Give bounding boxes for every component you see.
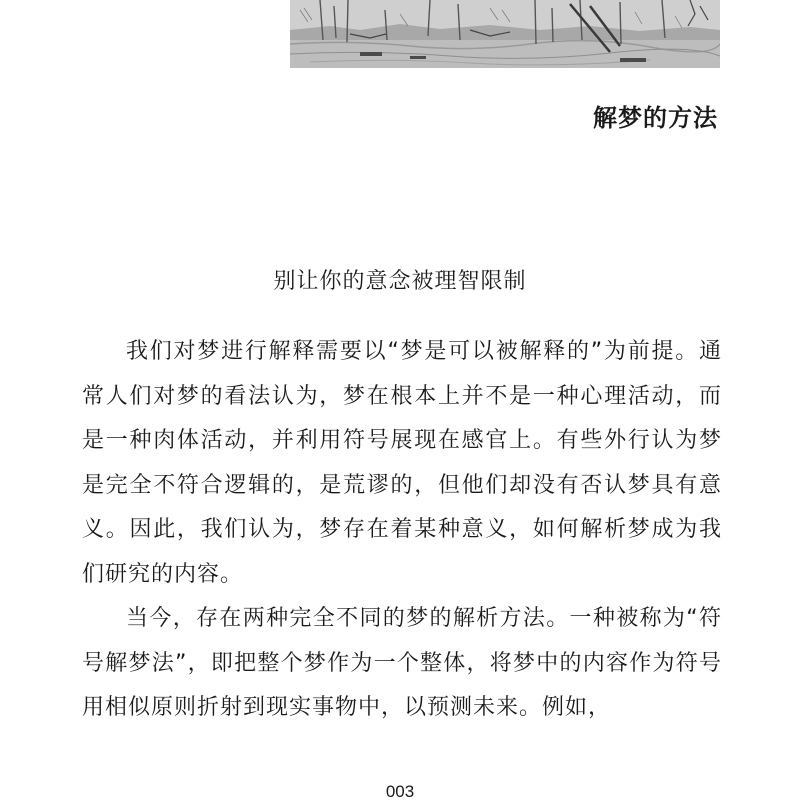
chapter-title: 别让你的意念被理智限制 (273, 269, 527, 294)
paragraph: 我们对梦进行解释需要以“梦是可以被解释的”为前提。通常人们对梦的看法认为，梦在根本上并不是一种心理活动，而是一种肉体活动，并利用符号展现在感官上。有些外行认为梦是完全不符合逻辑的，是荒谬的，但他们却没有否认梦具有意义。因此，我们认为，梦存在着某种意义，如何解析梦成为我们研究的内容。 (82, 339, 722, 587)
header-sketch-image (290, 0, 720, 68)
sketch-landscape-image (290, 0, 720, 68)
page-number: 003 (385, 782, 415, 801)
section-title: 解梦的方法 (593, 104, 718, 132)
paragraph: 当今，存在两种完全不同的梦的解析方法。一种被称为“符号解梦法”，即把整个梦作为一个整体，将梦中的内容作为符号用相似原则折射到现实事物中，以预测未来。例如， (82, 606, 722, 720)
body-text (82, 330, 722, 731)
